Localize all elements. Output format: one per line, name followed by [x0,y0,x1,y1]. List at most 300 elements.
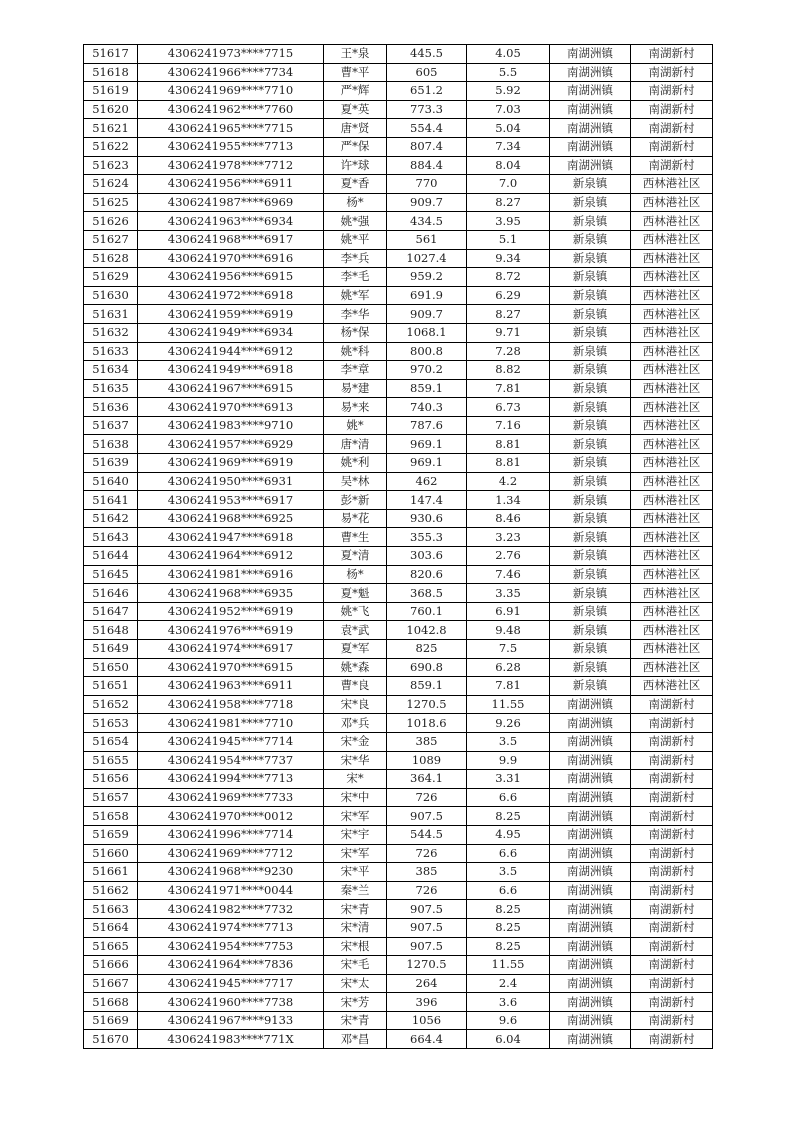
town-cell: 新泉镇 [550,361,631,380]
row-number-cell: 51646 [84,584,138,603]
table-row [84,268,713,287]
area-cell: 3.31 [467,770,550,789]
id-number-cell: 4306241970****6916 [138,249,324,268]
id-number-cell: 4306241959****6919 [138,305,324,324]
table-row [84,714,713,733]
town-cell: 南湖洲镇 [550,956,631,975]
amount-cell: 561 [387,230,467,249]
table-row [84,361,713,380]
table-row [84,100,713,119]
amount-cell: 554.4 [387,119,467,138]
row-number-cell: 51651 [84,677,138,696]
area-cell: 5.1 [467,230,550,249]
row-number-cell: 51623 [84,156,138,175]
village-cell: 西林港社区 [631,398,713,417]
row-number-cell: 51641 [84,491,138,510]
area-cell: 1.34 [467,491,550,510]
name-cell: 夏*清 [324,547,387,566]
amount-cell: 664.4 [387,1030,467,1049]
id-number-cell: 4306241996****7714 [138,825,324,844]
name-cell: 唐*贤 [324,119,387,138]
id-number-cell: 4306241994****7713 [138,770,324,789]
area-cell: 8.04 [467,156,550,175]
amount-cell: 807.4 [387,137,467,156]
row-number-cell: 51624 [84,175,138,194]
row-number-cell: 51664 [84,918,138,937]
id-number-cell: 4306241952****6919 [138,602,324,621]
village-cell: 南湖新村 [631,993,713,1012]
id-number-cell: 4306241968****6935 [138,584,324,603]
name-cell: 邓*兵 [324,714,387,733]
amount-cell: 760.1 [387,602,467,621]
town-cell: 新泉镇 [550,379,631,398]
id-number-cell: 4306241983****9710 [138,416,324,435]
village-cell: 南湖新村 [631,825,713,844]
table-row [84,621,713,640]
id-number-cell: 4306241968****6925 [138,509,324,528]
table-row [84,212,713,231]
amount-cell: 1027.4 [387,249,467,268]
amount-cell: 787.6 [387,416,467,435]
village-cell: 南湖新村 [631,1011,713,1030]
area-cell: 7.16 [467,416,550,435]
amount-cell: 385 [387,863,467,882]
town-cell: 南湖洲镇 [550,993,631,1012]
name-cell: 曹*平 [324,63,387,82]
amount-cell: 445.5 [387,45,467,64]
id-number-cell: 4306241947****6918 [138,528,324,547]
village-cell: 南湖新村 [631,974,713,993]
id-number-cell: 4306241949****6918 [138,361,324,380]
name-cell: 曹*良 [324,677,387,696]
name-cell: 杨* [324,193,387,212]
table-body [84,45,713,1049]
amount-cell: 907.5 [387,807,467,826]
row-number-cell: 51658 [84,807,138,826]
table-row [84,379,713,398]
name-cell: 姚*平 [324,230,387,249]
table-row [84,584,713,603]
table-row [84,844,713,863]
row-number-cell: 51655 [84,751,138,770]
village-cell: 西林港社区 [631,305,713,324]
village-cell: 南湖新村 [631,770,713,789]
name-cell: 宋*良 [324,695,387,714]
amount-cell: 690.8 [387,658,467,677]
name-cell: 杨* [324,565,387,584]
id-number-cell: 4306241968****6917 [138,230,324,249]
row-number-cell: 51638 [84,435,138,454]
area-cell: 6.04 [467,1030,550,1049]
village-cell: 南湖新村 [631,900,713,919]
row-number-cell: 51656 [84,770,138,789]
id-number-cell: 4306241981****7710 [138,714,324,733]
area-cell: 4.05 [467,45,550,64]
table-row [84,751,713,770]
town-cell: 新泉镇 [550,454,631,473]
town-cell: 南湖洲镇 [550,1011,631,1030]
town-cell: 新泉镇 [550,286,631,305]
table-row [84,323,713,342]
row-number-cell: 51622 [84,137,138,156]
town-cell: 南湖洲镇 [550,825,631,844]
town-cell: 新泉镇 [550,658,631,677]
amount-cell: 1056 [387,1011,467,1030]
village-cell: 南湖新村 [631,695,713,714]
name-cell: 严*保 [324,137,387,156]
village-cell: 西林港社区 [631,416,713,435]
village-cell: 西林港社区 [631,640,713,659]
area-cell: 8.25 [467,900,550,919]
village-cell: 南湖新村 [631,788,713,807]
area-cell: 8.27 [467,193,550,212]
village-cell: 西林港社区 [631,361,713,380]
name-cell: 宋*太 [324,974,387,993]
name-cell: 宋*华 [324,751,387,770]
table-row [84,45,713,64]
village-cell: 西林港社区 [631,602,713,621]
amount-cell: 773.3 [387,100,467,119]
id-number-cell: 4306241963****6934 [138,212,324,231]
village-cell: 南湖新村 [631,956,713,975]
name-cell: 宋*根 [324,937,387,956]
name-cell: 姚*飞 [324,602,387,621]
amount-cell: 434.5 [387,212,467,231]
area-cell: 3.5 [467,863,550,882]
area-cell: 9.48 [467,621,550,640]
area-cell: 7.5 [467,640,550,659]
village-cell: 南湖新村 [631,63,713,82]
table-row [84,286,713,305]
row-number-cell: 51663 [84,900,138,919]
area-cell: 8.25 [467,937,550,956]
id-number-cell: 4306241957****6929 [138,435,324,454]
row-number-cell: 51633 [84,342,138,361]
table-row [84,974,713,993]
town-cell: 新泉镇 [550,602,631,621]
id-number-cell: 4306241987****6969 [138,193,324,212]
table-row [84,807,713,826]
town-cell: 南湖洲镇 [550,863,631,882]
row-number-cell: 51644 [84,547,138,566]
table-row [84,435,713,454]
village-cell: 西林港社区 [631,658,713,677]
id-number-cell: 4306241964****6912 [138,547,324,566]
table-row [84,509,713,528]
village-cell: 西林港社区 [631,565,713,584]
row-number-cell: 51661 [84,863,138,882]
amount-cell: 264 [387,974,467,993]
table-row [84,918,713,937]
town-cell: 南湖洲镇 [550,45,631,64]
row-number-cell: 51628 [84,249,138,268]
name-cell: 邓*昌 [324,1030,387,1049]
row-number-cell: 51634 [84,361,138,380]
table-row [84,137,713,156]
amount-cell: 385 [387,732,467,751]
name-cell: 秦*兰 [324,881,387,900]
table-row [84,695,713,714]
area-cell: 8.46 [467,509,550,528]
town-cell: 南湖洲镇 [550,900,631,919]
town-cell: 南湖洲镇 [550,732,631,751]
village-cell: 西林港社区 [631,323,713,342]
area-cell: 8.25 [467,807,550,826]
id-number-cell: 4306241956****6915 [138,268,324,287]
row-number-cell: 51657 [84,788,138,807]
table-row [84,416,713,435]
row-number-cell: 51654 [84,732,138,751]
name-cell: 易*花 [324,509,387,528]
area-cell: 9.6 [467,1011,550,1030]
row-number-cell: 51627 [84,230,138,249]
village-cell: 南湖新村 [631,119,713,138]
amount-cell: 907.5 [387,937,467,956]
name-cell: 易*建 [324,379,387,398]
name-cell: 姚*强 [324,212,387,231]
town-cell: 南湖洲镇 [550,695,631,714]
village-cell: 西林港社区 [631,435,713,454]
table-row [84,937,713,956]
amount-cell: 355.3 [387,528,467,547]
name-cell: 姚*利 [324,454,387,473]
name-cell: 易*来 [324,398,387,417]
name-cell: 唐*清 [324,435,387,454]
row-number-cell: 51670 [84,1030,138,1049]
town-cell: 新泉镇 [550,528,631,547]
id-number-cell: 4306241964****7836 [138,956,324,975]
id-number-cell: 4306241971****0044 [138,881,324,900]
amount-cell: 970.2 [387,361,467,380]
id-number-cell: 4306241956****6911 [138,175,324,194]
table-row [84,956,713,975]
town-cell: 新泉镇 [550,305,631,324]
row-number-cell: 51667 [84,974,138,993]
area-cell: 2.76 [467,547,550,566]
row-number-cell: 51665 [84,937,138,956]
amount-cell: 907.5 [387,918,467,937]
amount-cell: 820.6 [387,565,467,584]
amount-cell: 726 [387,788,467,807]
id-number-cell: 4306241970****6915 [138,658,324,677]
town-cell: 南湖洲镇 [550,918,631,937]
amount-cell: 1270.5 [387,956,467,975]
row-number-cell: 51621 [84,119,138,138]
id-number-cell: 4306241945****7714 [138,732,324,751]
id-number-cell: 4306241950****6931 [138,472,324,491]
amount-cell: 969.1 [387,454,467,473]
row-number-cell: 51648 [84,621,138,640]
row-number-cell: 51640 [84,472,138,491]
id-number-cell: 4306241969****7710 [138,82,324,101]
village-cell: 西林港社区 [631,193,713,212]
name-cell: 彭*新 [324,491,387,510]
table-row [84,472,713,491]
name-cell: 宋* [324,770,387,789]
amount-cell: 800.8 [387,342,467,361]
id-number-cell: 4306241962****7760 [138,100,324,119]
area-cell: 6.29 [467,286,550,305]
row-number-cell: 51629 [84,268,138,287]
area-cell: 7.34 [467,137,550,156]
village-cell: 南湖新村 [631,45,713,64]
id-number-cell: 4306241967****6915 [138,379,324,398]
town-cell: 南湖洲镇 [550,82,631,101]
area-cell: 3.5 [467,732,550,751]
amount-cell: 1042.8 [387,621,467,640]
table-row [84,881,713,900]
table-row [84,528,713,547]
area-cell: 5.92 [467,82,550,101]
row-number-cell: 51617 [84,45,138,64]
area-cell: 6.6 [467,844,550,863]
area-cell: 7.28 [467,342,550,361]
row-number-cell: 51632 [84,323,138,342]
row-number-cell: 51635 [84,379,138,398]
village-cell: 西林港社区 [631,509,713,528]
town-cell: 新泉镇 [550,193,631,212]
name-cell: 李*章 [324,361,387,380]
amount-cell: 544.5 [387,825,467,844]
name-cell: 宋*军 [324,844,387,863]
area-cell: 11.55 [467,956,550,975]
town-cell: 南湖洲镇 [550,937,631,956]
name-cell: 宋*青 [324,1011,387,1030]
id-number-cell: 4306241955****7713 [138,137,324,156]
id-number-cell: 4306241978****7712 [138,156,324,175]
village-cell: 西林港社区 [631,286,713,305]
id-number-cell: 4306241969****7712 [138,844,324,863]
village-cell: 南湖新村 [631,82,713,101]
name-cell: 李*华 [324,305,387,324]
area-cell: 8.81 [467,435,550,454]
amount-cell: 726 [387,881,467,900]
table-row [84,1030,713,1049]
name-cell: 姚*军 [324,286,387,305]
area-cell: 8.81 [467,454,550,473]
id-number-cell: 4306241966****7734 [138,63,324,82]
amount-cell: 303.6 [387,547,467,566]
village-cell: 南湖新村 [631,100,713,119]
amount-cell: 907.5 [387,900,467,919]
row-number-cell: 51668 [84,993,138,1012]
town-cell: 新泉镇 [550,584,631,603]
row-number-cell: 51652 [84,695,138,714]
area-cell: 8.27 [467,305,550,324]
area-cell: 11.55 [467,695,550,714]
amount-cell: 884.4 [387,156,467,175]
id-number-cell: 4306241970****6913 [138,398,324,417]
area-cell: 9.9 [467,751,550,770]
id-number-cell: 4306241958****7718 [138,695,324,714]
name-cell: 夏*香 [324,175,387,194]
amount-cell: 859.1 [387,677,467,696]
town-cell: 新泉镇 [550,212,631,231]
name-cell: 吴*林 [324,472,387,491]
amount-cell: 1270.5 [387,695,467,714]
name-cell: 宋*毛 [324,956,387,975]
table-row [84,193,713,212]
table-row [84,640,713,659]
village-cell: 西林港社区 [631,454,713,473]
area-cell: 6.73 [467,398,550,417]
table-row [84,565,713,584]
name-cell: 姚*科 [324,342,387,361]
row-number-cell: 51647 [84,602,138,621]
id-number-cell: 4306241949****6934 [138,323,324,342]
table-row [84,82,713,101]
name-cell: 夏*魁 [324,584,387,603]
town-cell: 新泉镇 [550,472,631,491]
id-number-cell: 4306241967****9133 [138,1011,324,1030]
amount-cell: 691.9 [387,286,467,305]
name-cell: 王*泉 [324,45,387,64]
village-cell: 西林港社区 [631,379,713,398]
town-cell: 新泉镇 [550,491,631,510]
town-cell: 南湖洲镇 [550,156,631,175]
area-cell: 2.4 [467,974,550,993]
town-cell: 新泉镇 [550,677,631,696]
name-cell: 李*毛 [324,268,387,287]
row-number-cell: 51642 [84,509,138,528]
amount-cell: 930.6 [387,509,467,528]
row-number-cell: 51636 [84,398,138,417]
table-row [84,547,713,566]
village-cell: 西林港社区 [631,677,713,696]
row-number-cell: 51620 [84,100,138,119]
town-cell: 南湖洲镇 [550,137,631,156]
area-cell: 6.91 [467,602,550,621]
village-cell: 西林港社区 [631,621,713,640]
row-number-cell: 51625 [84,193,138,212]
row-number-cell: 51662 [84,881,138,900]
area-cell: 3.6 [467,993,550,1012]
village-cell: 西林港社区 [631,342,713,361]
table-row [84,993,713,1012]
town-cell: 新泉镇 [550,640,631,659]
name-cell: 曹*生 [324,528,387,547]
table-row [84,156,713,175]
row-number-cell: 51643 [84,528,138,547]
town-cell: 南湖洲镇 [550,807,631,826]
table-row [84,863,713,882]
name-cell: 严*辉 [324,82,387,101]
name-cell: 宋*金 [324,732,387,751]
amount-cell: 770 [387,175,467,194]
amount-cell: 859.1 [387,379,467,398]
area-cell: 6.6 [467,788,550,807]
id-number-cell: 4306241970****0012 [138,807,324,826]
row-number-cell: 51659 [84,825,138,844]
town-cell: 新泉镇 [550,268,631,287]
id-number-cell: 4306241976****6919 [138,621,324,640]
amount-cell: 462 [387,472,467,491]
area-cell: 3.35 [467,584,550,603]
amount-cell: 1089 [387,751,467,770]
town-cell: 南湖洲镇 [550,881,631,900]
id-number-cell: 4306241963****6911 [138,677,324,696]
area-cell: 7.03 [467,100,550,119]
village-cell: 南湖新村 [631,863,713,882]
name-cell: 袁*武 [324,621,387,640]
id-number-cell: 4306241954****7737 [138,751,324,770]
village-cell: 南湖新村 [631,844,713,863]
amount-cell: 909.7 [387,193,467,212]
id-number-cell: 4306241972****6918 [138,286,324,305]
area-cell: 4.95 [467,825,550,844]
table-row [84,825,713,844]
id-number-cell: 4306241965****7715 [138,119,324,138]
